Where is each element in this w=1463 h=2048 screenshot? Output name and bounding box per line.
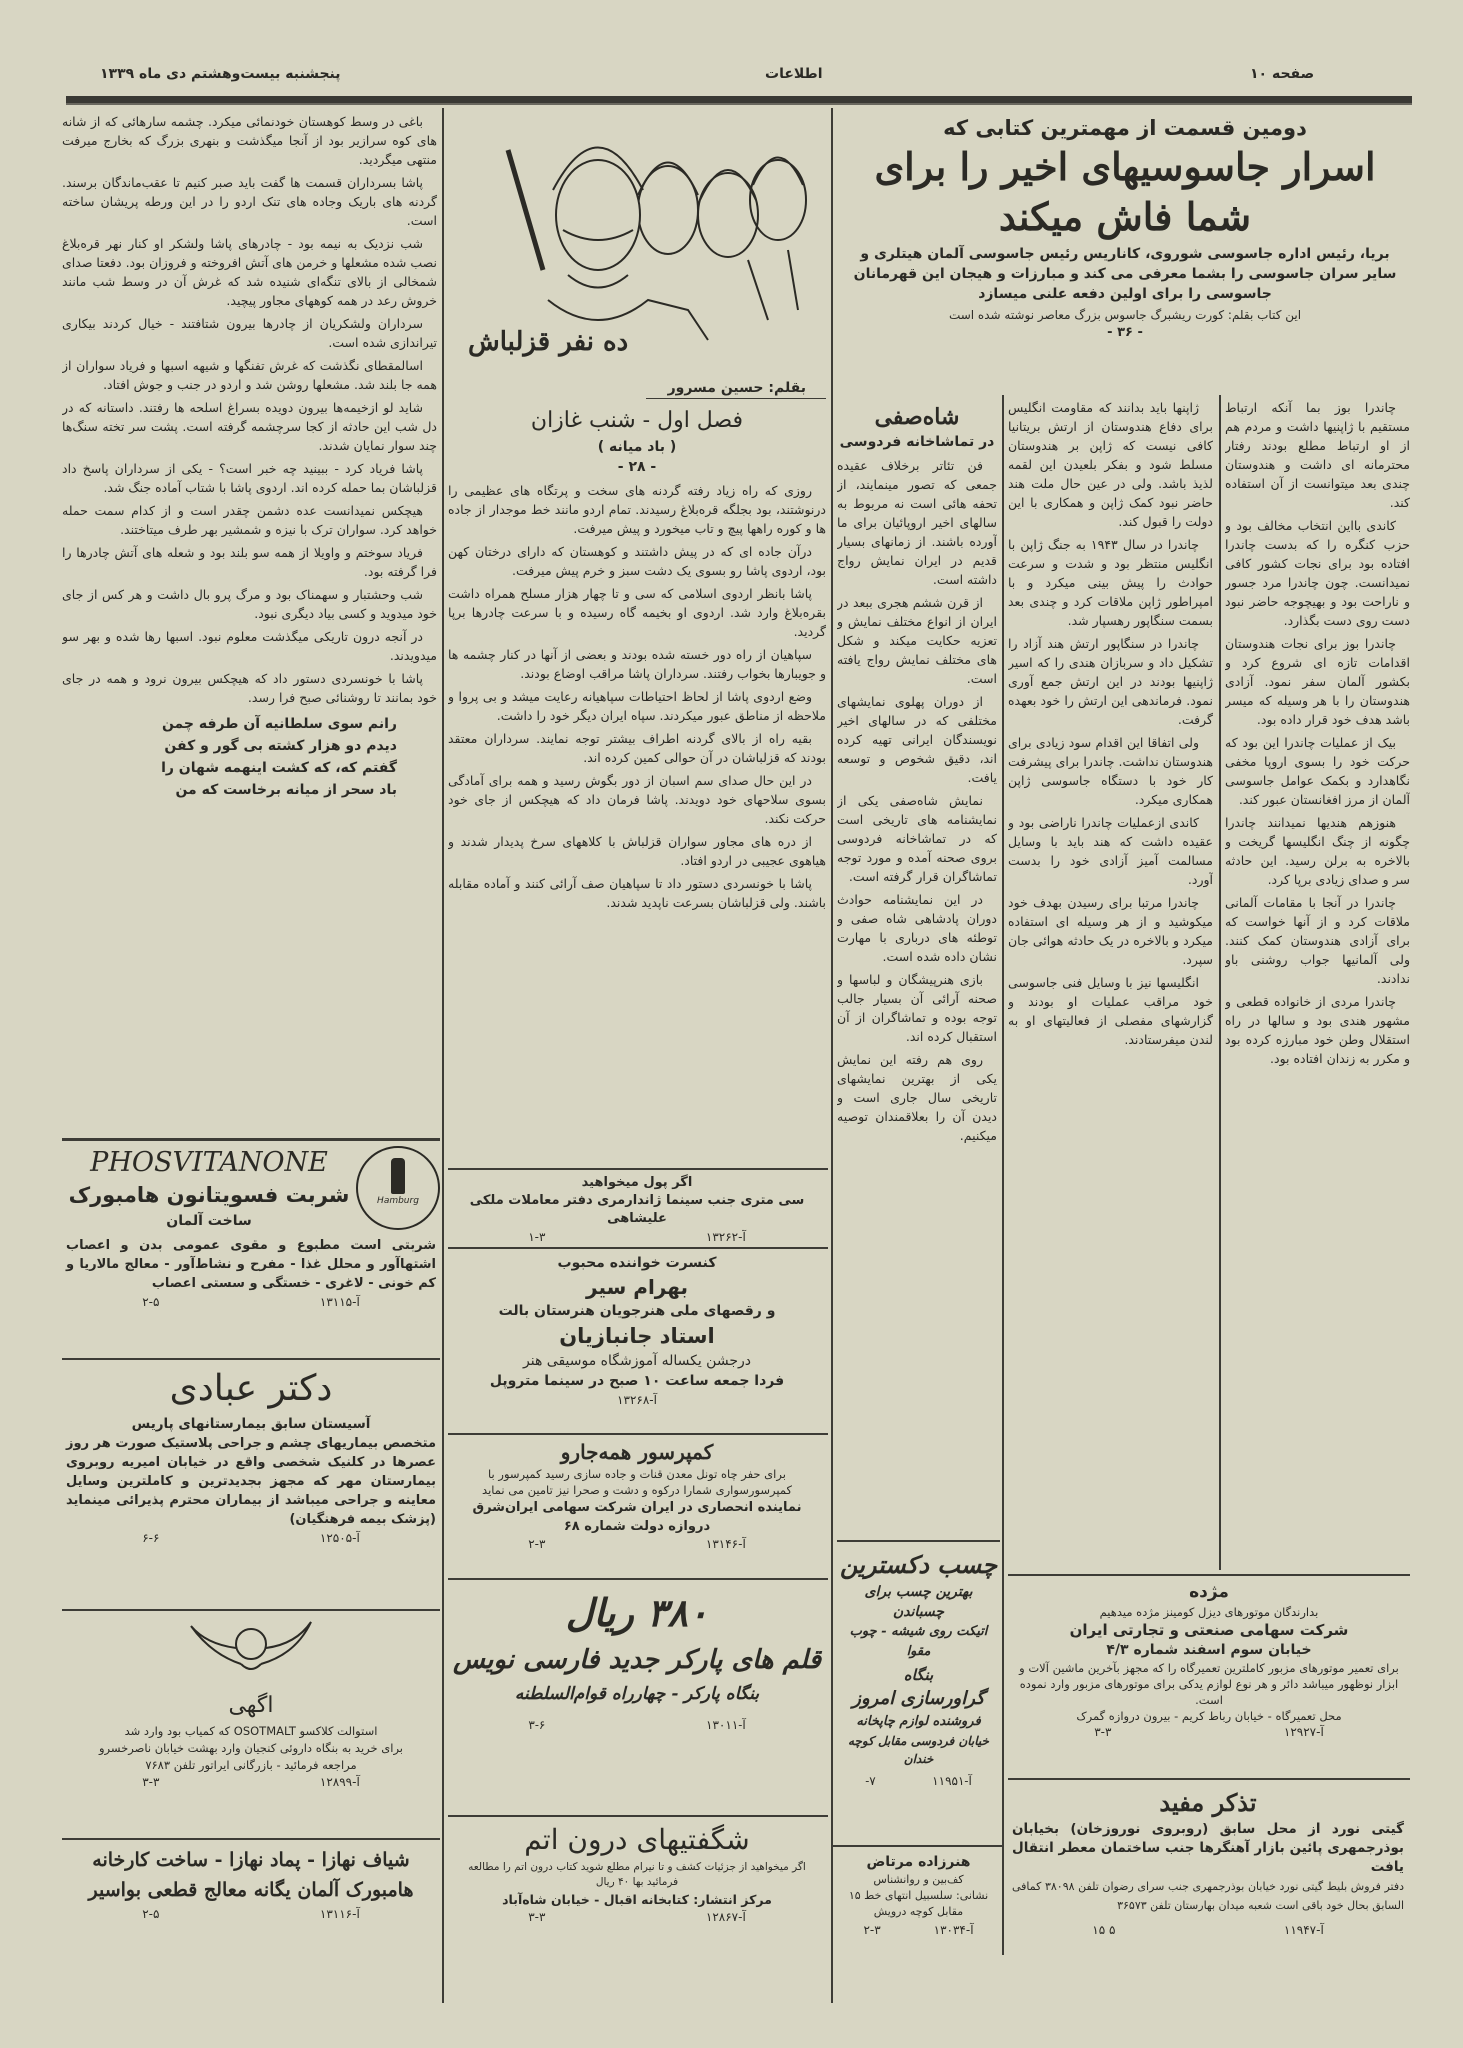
ad-title: اگر پول میخواهید	[581, 1175, 693, 1190]
ad-code: آ-۱۳۱۱۶	[319, 1907, 360, 1921]
feature-title-line-2: شما فاش میکند	[998, 194, 1252, 239]
paragraph: چاندرا مردی از خانواده قطعی و مشهور هندی بود و سالها در راه استقلال وطن خود مبارزه کرده بود و مکرر به زندان افتاده بود.	[1225, 994, 1410, 1066]
ad-title: تذکر مفید	[1159, 1788, 1257, 1817]
section-rule	[62, 1609, 440, 1611]
ad-text: اتیکت روی شیشه - چوب مقوا	[849, 1624, 988, 1659]
logo-text: Hamburg	[377, 1196, 419, 1206]
ad-text: استوالت کلاکسو OSOTMALT که کمیاب بود وارد شد	[124, 1724, 378, 1738]
column-divider	[442, 108, 444, 2003]
ad-code: آ-۱۳۰۱۱	[706, 1718, 746, 1732]
paragraph: چاندرا در سال ۱۹۴۳ به جنگ ژاپن با انگلیس منتظر بود و شدت و سرعت حوادث را پیش بینی میکرد و با امپراطور ژاپن ملاقات کرد و چندی بعد بسمت سنگاپور رهسپار شد.	[1008, 537, 1213, 628]
shah-safi-review	[837, 402, 997, 1537]
paragraph: اسالمقطای نگذشت که غرش تفنگها و شیهه اسبها و فریاد سواران از همه جا بلند شد. مشعلها روشن شد و اردو در جنب و جوش افتاد.	[62, 358, 437, 392]
paragraph: سپاهیان از راه دور خسته شده بودند و بعضی از آنها در کنار چشمه ها و جویبارها بخواب رفتند. سرداران پاشا مراقب اوضاع بودند.	[448, 647, 826, 681]
ad-text: دفتر فروش بلیط گیتی نورد خیابان بوذرجمهری جنب سرای رضوان تلفن ۳۸۰۹۸ کمافی السابق بحال خود باقی است شعبه میدان بهارستان تلفن ۳۶۵۷۳	[1012, 1880, 1404, 1912]
section-rule	[837, 1540, 1000, 1542]
paragraph: کاندی ازعملیات چاندرا ناراضی بود و عقیده داشت که هند باید با وسایل مسالمت آمیز آزادی خود را بدست آورد.	[1008, 815, 1213, 887]
serial-illustration	[448, 110, 826, 372]
ad-text: دروازه دولت شماره ۶۸	[563, 1519, 711, 1534]
feature-credit: این کتاب بقلم: کورت ریشبرگ جاسوس بزرگ معاصر نوشته شده است	[948, 308, 1302, 322]
header-rule	[66, 96, 1412, 105]
section-rule	[1008, 1574, 1410, 1576]
ad-text: گراورسازی امروز	[852, 1688, 985, 1709]
ad-doctor-ebadi	[62, 1364, 440, 1604]
ad-text: نشانی: سلسبیل انتهای خط ۱۵	[848, 1889, 989, 1902]
ad-concert	[448, 1253, 826, 1429]
ad-code: آ-۱۳۲۶۲	[705, 1230, 746, 1242]
paragraph: از دره های مجاور سواران قزلباش با کلاههای سرخ پدیدار شدند و هیاهوی عجیبی در اردو افتاد.	[448, 834, 826, 868]
ad-text: کف‌بین و روانشناس	[873, 1873, 964, 1886]
ad-text: برای حفر چاه تونل معدن قنات و جاده سازی رسید کمپرسور با کمپرسورسواری شمارا درکوه و دشت و صحرا نیز تامین می نماید	[482, 1467, 792, 1497]
paragraph: چاندرا مرتبا برای رسیدن بهدف خود میکوشید و از هر وسیله ای استفاده میکرد و بالاخره در یک حادثه هوائی جان سپرد.	[1008, 895, 1213, 967]
ad-phosvitanone	[62, 1146, 440, 1352]
byline: بقلم: حسین مسرور	[646, 378, 826, 399]
ad-dextrin-glue	[837, 1548, 1000, 1840]
section-rule	[832, 1845, 1002, 1847]
ad-run: ۱-۳	[528, 1230, 546, 1242]
feature-part: - ۳۶ -	[1107, 325, 1143, 340]
ad-code: آ-۱۳۰۳۴	[933, 1923, 974, 1937]
paragraph: چاندرا بوز بما آنکه ارتباط مستقیم با ژاپنیها داشت و مردم هم از او ارتباط مطلع بودند رفتار محترمانه ای داشت و هندوستان چندی بعد میتوانست از آن استفاده کند.	[1225, 400, 1410, 510]
ad-compressor	[448, 1438, 826, 1576]
ad-text: سی متری جنب سینما ژاندارمری دفتر معاملات ملکی علیشاهی	[469, 1193, 805, 1226]
ad-code: آ-۱۳۲۶۸	[617, 1393, 657, 1407]
paragraph: سرداران ولشکریان از چادرها بیرون شتافتند - خیال کردند بیکاری تیراندازی شده است.	[62, 316, 437, 350]
ad-diesel-repair	[1008, 1580, 1410, 1772]
section-rule	[448, 1815, 828, 1817]
paragraph: وضع اردوی پاشا از لحاظ احتیاطات سپاهیانه رعایت میشد و بی پروا و ملاحظه از مناطق عبور میکردند. سپاه ایران دیگر خود را داشت.	[448, 689, 826, 723]
ad-text: ساخت آلمان	[166, 1213, 252, 1229]
ad-run: ۳-۳	[142, 1775, 160, 1789]
ad-code: آ-۱۲۵۰۵	[319, 1531, 360, 1545]
chapter-subtitle: ( باد میانه )	[597, 439, 677, 455]
ad-run: ۵ ۱۵	[1092, 1923, 1116, 1937]
ad-text: و رقصهای ملی هنرجویان هنرستان بالت	[498, 1303, 776, 1319]
paragraph: در آنجه درون تاریکی میگذشت معلوم نبود. اسبها رها شده و بهر سو میدویدند.	[62, 629, 437, 663]
ad-text: شربتی است مطبوع و مقوی عمومی بدن و اعصاب اشتهاآور و محلل غذا - مفرح و نشاط‌آور - معالج مالاریا و کم خونی - لاغری - خستگی و سستی اعصاب	[66, 1238, 436, 1291]
ad-text: مرکز انتشار: کتابخانه اقبال - خیابان شاه‌آباد	[502, 1892, 772, 1907]
paragraph: شاید لو ازخیمه‌ها بیرون دویده بسراغ اسلحه ها رفتند. داستانه که در دل شب این حادثه از کجا سرچشمه گرفته است. پشت سر تخته سنگ‌ها چند سوار نمایان شدند.	[62, 400, 437, 453]
paragraph: شب نزدیک به نیمه بود - چادرهای پاشا ولشکر او کنار نهر قره‌بلاغ نصب شده مشعلها و خرمن های آتش افروخته و فروزان بود. دفعتا صدای شمخالی از بالای تنگه‌ای شنیده شد که غرش آن در وسط شب مانند خروش رعد در همه کوههای مجاور پیچید.	[62, 236, 437, 308]
paragraph: چاندرا بوز برای نجات هندوستان اقدامات تازه ای شروع کرد و بکشور آلمان سفر نمود. آزادی هندوستان را با هر وسیله که میسر باشد هدف خود قرار داده بود.	[1225, 636, 1410, 727]
feature-kicker: دومین قسمت از مهمترین کتابی که	[943, 116, 1307, 140]
column-divider	[1219, 395, 1221, 1570]
paragraph: پاشا فریاد کرد - ببینید چه خبر است؟ - یکی از سرداران پاسخ داد قزلباشان بما حمله کرده اند. اردوی پاشا با شتاب آماده جنگ شد.	[62, 461, 437, 495]
section-rule	[448, 1247, 828, 1249]
section-rule	[448, 1433, 828, 1435]
ad-title: دکتر عبادی	[169, 1368, 333, 1409]
ad-text: خیابان سوم اسفند شماره ۴/۳	[1106, 1642, 1312, 1658]
paragraph: پاشا با خونسردی دستور داد که هیچکس بیرون نرود و همه در جای خود بمانند تا روشنائی صبح فرا رسد.	[62, 671, 437, 705]
ad-useful-notice	[1008, 1786, 1408, 1958]
ad-text: شیاف نهازا - پماد نهازا - ساخت کارخانه	[92, 1849, 410, 1871]
ad-run: ۶-۶	[142, 1531, 160, 1545]
paragraph: بیک از عملیات چاندرا این بود که حرکت خود را بسوی اروپا مخفی نگاهدارد و بکمک عوامل جاسوسی آلمان از مرز افغانستان عبور کند.	[1225, 735, 1410, 807]
feature-deck: بریا، رئیس اداره جاسوسی شوروی، کاناریس رئیس جاسوسی آلمان هیتلری و سایر سران جاسوسی را بشما معرفی می کند و مبارزات و هیجان این قهرمانان جاسوسی را برای اولین دفعه علنی میسازد	[853, 246, 1397, 302]
paragraph: فن تئاتر برخلاف عقیده جمعی که تصور مینمایند، از تحفه هائی است نه مربوط به سالهای اخیر اروپائیان برای ما آورده باشند. از زمانهای بسیار قدیم در ایران نمایش رواج داشته است.	[837, 458, 997, 587]
ad-code: آ-۱۱۹۵۱	[932, 1774, 972, 1788]
feature-column-1	[1225, 398, 1410, 1570]
ad-nahaza	[62, 1845, 440, 1941]
paragraph: از قرن ششم هجری ببعد در ایران از انواع مختلف نمایش و تعزیه حکایت میکند و شکل های مختلف نمایش رواج یافته است.	[837, 595, 997, 686]
page-number: صفحه ۱۰	[1250, 66, 1315, 82]
poem	[62, 713, 437, 801]
ad-text: متخصص بیماریهای چشم و جراحی پلاستیک صورت هر روز عصرها در کلنیک شخصی واقع در خیابان امیریه روبروی بیمارستان مهر که مجهز بجدیدترین و کاملترین وسایل معاینه و جراحی میباشد از بیماران محترم پذیرائی مینماید (پزشک بیمه فرهنگیان)	[66, 1436, 436, 1527]
ad-title: اگهی	[228, 1693, 274, 1718]
ad-text: برای خرید به بنگاه داروئی کنجیان وارد بهشت خیابان ناصرخسرو	[98, 1741, 404, 1755]
newspaper-name: اطلاعات	[765, 66, 823, 82]
ad-text: درجشن یکساله آموزشگاه موسیقی هنر	[523, 1353, 751, 1369]
ad-run: ۳-۶	[528, 1718, 546, 1732]
ad-text: برای تعمیر موتورهای مزبور کاملترین تعمیرگاه را که مجهز بآخرین ماشین آلات و ابزار نوظهور میباشد دائر و هر نوع لوازم یدکی برای موتورهای مزبور وارد نموده است.	[1019, 1661, 1399, 1707]
poem-line: باد سحر از میانه برخاست که من	[175, 782, 397, 798]
ad-text: محل تعمیرگاه - خیابان رباط کریم - بیرون دروازه گمرک	[1076, 1709, 1342, 1723]
section-rule	[62, 1358, 440, 1360]
ad-run: ۲-۵	[142, 1295, 160, 1309]
ad-brand: PHOSVITANONE	[90, 1147, 328, 1178]
ad-text: بنگاه	[903, 1666, 934, 1684]
paragraph: چاندرا در آنجا با مقامات آلمانی ملاقات کرد و از آنها خواست که برای آزادی هندوستان کمک کنند. ولی آلمانیها جواب روشنی باو ندادند.	[1225, 895, 1410, 986]
feature-column-2	[1008, 398, 1213, 1570]
paragraph: از دوران پهلوی نمایشهای مختلفی که در سالهای اخیر نویسندگان ایرانی تهیه کرده اند، دقیق شخوص و توسعه یافت.	[837, 694, 997, 785]
paragraph: در این حال صدای سم اسبان از دور بگوش رسید و همه برای آمادگی بسوی سلاحهای خود دویدند. پاشا فرمان داد که هیچکس از جای خود حرکت نکند.	[448, 773, 826, 826]
ad-run: ۲-۵	[142, 1907, 160, 1921]
ad-code: آ-۱۱۹۴۷	[1283, 1923, 1324, 1937]
paragraph: هنوزهم هندیها نمیدانند چاندرا چگونه از چنگ انگلیسها گریخت و بالاخره به برلن رسید. این حادثه سر و صدای زیادی برپا کرد.	[1225, 815, 1410, 887]
section-rule	[62, 1838, 440, 1840]
ad-money	[448, 1174, 826, 1242]
ad-code: آ-۱۳۱۱۵	[319, 1295, 360, 1309]
section-rule	[448, 1578, 828, 1580]
ad-title: هنرزاده مرتاض	[866, 1854, 971, 1870]
paragraph: شب وحشتبار و سهمناک بود و مرگ پرو بال داشت و هر کس از جای خود میدوید و کسی بیاد دیگری نبود.	[62, 587, 437, 621]
ad-text: شرکت سهامی صنعتی و تجارتی ایران	[1069, 1621, 1349, 1639]
hamburg-logo-icon	[356, 1146, 440, 1230]
ad-text: بنگاه پارکر - چهارراه قوام‌السلطنه	[514, 1684, 760, 1704]
review-title: شاه‌صفی	[874, 404, 960, 430]
ad-title: شربت فسویتانون هامبورک	[68, 1183, 350, 1207]
review-subtitle: در تماشاخانه فردوسی	[839, 434, 995, 450]
paragraph: روزی که راه زیاد رفته گردنه های سخت و پرتگاه های عظیمی را درنوشتند، بود بجلگه قره‌بلاغ رسیدند. تمام اردو مانند خط موجدار از جاده ها و کوره راهها پیچ و تاب میخورد و پیش میرفت.	[448, 483, 826, 536]
ad-text: خیابان فردوسی مقابل کوچه خندان	[848, 1734, 989, 1766]
ad-text: مقابل کوچه درویش	[873, 1905, 964, 1918]
section-rule	[448, 1168, 828, 1170]
ad-code: آ-۱۳۱۴۶	[705, 1537, 746, 1551]
paragraph: ژاپنها باید بدانند که مقاومت انگلیس برای دفاع هندوستان از ارتش بریتانیا کافی نیست که ژاپن بر هندوستان مسلط شود و بفکر بلعیدن این لقمه لذیذ باشد. ولی در عین حال ملت هند حاضر نبود کمک ژاپن و همکاری با این دولت را قبول کند.	[1008, 400, 1213, 529]
ad-title: مژده	[1189, 1582, 1229, 1602]
ad-text: مراجعه فرمائید - بازرگانی ایراتور تلفن ۷۶۸۳	[145, 1758, 357, 1772]
ad-text: فردا جمعه ساعت ۱۰ صبح در سینما متروپل	[489, 1373, 785, 1389]
ad-teacher: استاد جانبازیان	[559, 1324, 715, 1348]
paragraph: پاشا با خونسردی دستور داد تا سپاهیان صف آرائی کنند و آماده مقابله باشند. ولی قزلباشان بسرعت ناپدید شدند.	[448, 876, 826, 910]
paragraph: بازی هنرپیشگان و لباسها و صحنه آرائی آن بسیار جالب توجه بوده و تماشاگران از آن استقبال کرده اند.	[837, 972, 997, 1044]
chapter-title: فصل اول - شنب غازان	[530, 408, 744, 433]
section-rule	[1008, 1778, 1410, 1780]
paragraph: بقیه راه از بالای گردنه اطراف بیشتر توجه نمایند. سرداران معتقد بودند که قزلباشان در آن حوالی کمین کرده اند.	[448, 731, 826, 765]
ad-parker-pens	[448, 1586, 826, 1810]
paragraph: چاندرا در سنگاپور ارتش هند آزاد را تشکیل داد و سربازان هندی را که اسیر ژاپنیها بودند در این ارتش جمع آوری نمود. فرماندهی این ارتش را خود بعهده گرفت.	[1008, 636, 1213, 727]
paragraph: باغی در وسط کوهستان خودنمائی میکرد. چشمه سارهائی که از شانه های کوه سرازیر بود از آنجا میگذشت و بنهری بزرگ که بخارج میرفت منتهی میگردید.	[62, 114, 437, 167]
ad-title: چسب دکسترین	[839, 1550, 998, 1579]
paragraph: در این نمایشنامه حوادث دوران پادشاهی شاه صفی و توطئه های درباری با مهارت نشان داده شده است.	[837, 892, 997, 964]
ad-singer: بهرام سیر	[586, 1275, 688, 1299]
ad-palmist	[837, 1852, 1000, 1956]
paragraph: انگلیسها نیز با وسایل فنی جاسوسی خود مراقب عملیات او بودند و گزارشهای مفصلی از فعالیتهای او به لندن میفرستادند.	[1008, 975, 1213, 1047]
ad-price: ۳۸۰ ریال	[565, 1590, 709, 1635]
ad-run: ۳-۳	[528, 1910, 546, 1924]
ad-text: بهترین چسب برای چسباندن	[864, 1584, 973, 1620]
ad-osotmalt	[62, 1614, 440, 1834]
paragraph: درآن جاده ای که در پیش داشتند و کوهستان که دارای درختان کهن بود، اردوی پاشا رو بسوی یک دشت سبز و خرم پیش میرفت.	[448, 544, 826, 578]
paragraph: کاندی بااین انتخاب مخالف بود و حزب کنگره را که بدست چاندرا افتاده بود برای نجات کشور کافی نمیدانست. چون چاندرا مرد جسور و ناراحت بود و بهیچوجه حاضر نبود دست روی دست بگذارد.	[1225, 518, 1410, 628]
serial-continuation	[62, 112, 437, 1132]
winged-emblem-icon	[186, 1614, 316, 1680]
paragraph: هیچکس نمیدانست عده دشمن چقدر است و از کدام سمت حمله خواهد کرد. سواران ترک با نیزه و شمشیر بهر طرف میتاختند.	[62, 503, 437, 537]
serial-story	[448, 378, 826, 1160]
paragraph: فریاد سوختم و واویلا از همه سو بلند بود و شعله های آتش چادرها را فرا گرفته بود.	[62, 545, 437, 579]
ad-run: ۲-۳	[528, 1537, 546, 1551]
ad-title: کمپرسور همه‌جارو	[560, 1440, 714, 1464]
ad-text: اگر میخواهید از جزئیات کشف و تا نیرام مطلع شوید کتاب درون اتم را مطالعه فرمائید بها ۴۰ ریال	[468, 1861, 806, 1888]
illustration-caption: ده نفر قزلباش	[468, 327, 629, 357]
ad-code: آ-۱۲۸۶۷	[705, 1910, 746, 1924]
ad-text: گیتی نورد از محل سابق (روبروی نوروزخان) بخیابان بوذرجمهری پائین بازار آهنگرها جنب ساختمان معطر انتقال یافت	[1012, 1821, 1404, 1875]
issue-date: پنجشنبه بیست‌وهشتم دی ماه ۱۳۳۹	[100, 66, 341, 82]
section-rule	[62, 1138, 440, 1141]
ad-text: فروشنده لوازم چاپخانه	[856, 1714, 981, 1729]
paragraph: نمایش شاه‌صفی یکی از نمایشنامه های تاریخی است که در تماشاخانه فردوسی بروی صحنه آمده و مورد توجه تماشاگران قرار گرفته است.	[837, 793, 997, 884]
paragraph: ولی اتفاقا این اقدام سود زیادی برای هندوستان نداشت. چاندرا برای پیشرفت کار خود با دستگاه جاسوسی ژاپن همکاری میکرد.	[1008, 735, 1213, 807]
ad-text: کنسرت خواننده محبوب	[557, 1255, 717, 1271]
column-divider	[1002, 395, 1004, 1955]
paragraph: روی هم رفته این نمایش یکی از بهترین نمایشهای تاریخی سال جاری است و دیدن آن را بعلاقمندان توصیه میکنیم.	[837, 1052, 997, 1143]
ad-code: آ-۱۲۸۹۹	[319, 1775, 360, 1789]
poem-line: گفتم که، که کشت اینهمه شهان را	[161, 760, 397, 776]
feature-title: اسرار جاسوسیهای اخیر را برای	[874, 144, 1376, 189]
ad-text: هامبورک آلمان یگانه معالج قطعی بواسیر	[88, 1879, 414, 1901]
poem-line: دیدم دو هزار کشته بی گور و کفن	[164, 738, 397, 754]
ad-text: آسیستان سابق بیمارستانهای پاریس	[131, 1416, 371, 1432]
column-divider	[831, 108, 833, 2003]
paragraph: پاشا بانظر اردوی اسلامی که سی و تا چهار هزار مسلح همراه داشت بقره‌بلاغ وارد شد. اردوی او بخیمه گاه رسیده و با سرعت چادرها برپا گردید.	[448, 586, 826, 639]
ad-run: ۳-۳	[1094, 1725, 1112, 1739]
ad-title: قلم های پارکر جدید فارسی نویس	[452, 1645, 822, 1675]
ad-atom-book	[448, 1820, 826, 1938]
ad-text: بدارندگان موتورهای دیزل کومینز مژده میدهیم	[1099, 1605, 1319, 1619]
ad-run: ۲-۳	[863, 1923, 881, 1937]
feature-headline	[840, 110, 1410, 392]
ad-run: ۷-	[865, 1774, 876, 1788]
ad-text: نماینده انحصاری در ایران شرکت سهامی ایران‌شرق	[472, 1500, 802, 1515]
serial-part: - ۲۸ -	[617, 459, 657, 475]
ad-title: شگفتیهای درون اتم	[524, 1823, 750, 1856]
ad-code: آ-۱۲۹۲۷	[1283, 1725, 1324, 1739]
paragraph: پاشا بسرداران قسمت ها گفت باید صبر کنیم تا عقب‌ماندگان برسند. گردنه های باریک وجاده های تنک اردو را در این ورطه پریشان ساخته است.	[62, 175, 437, 228]
poem-line: رانم سوی سلطانیه آن طرفه چمن	[161, 716, 397, 732]
